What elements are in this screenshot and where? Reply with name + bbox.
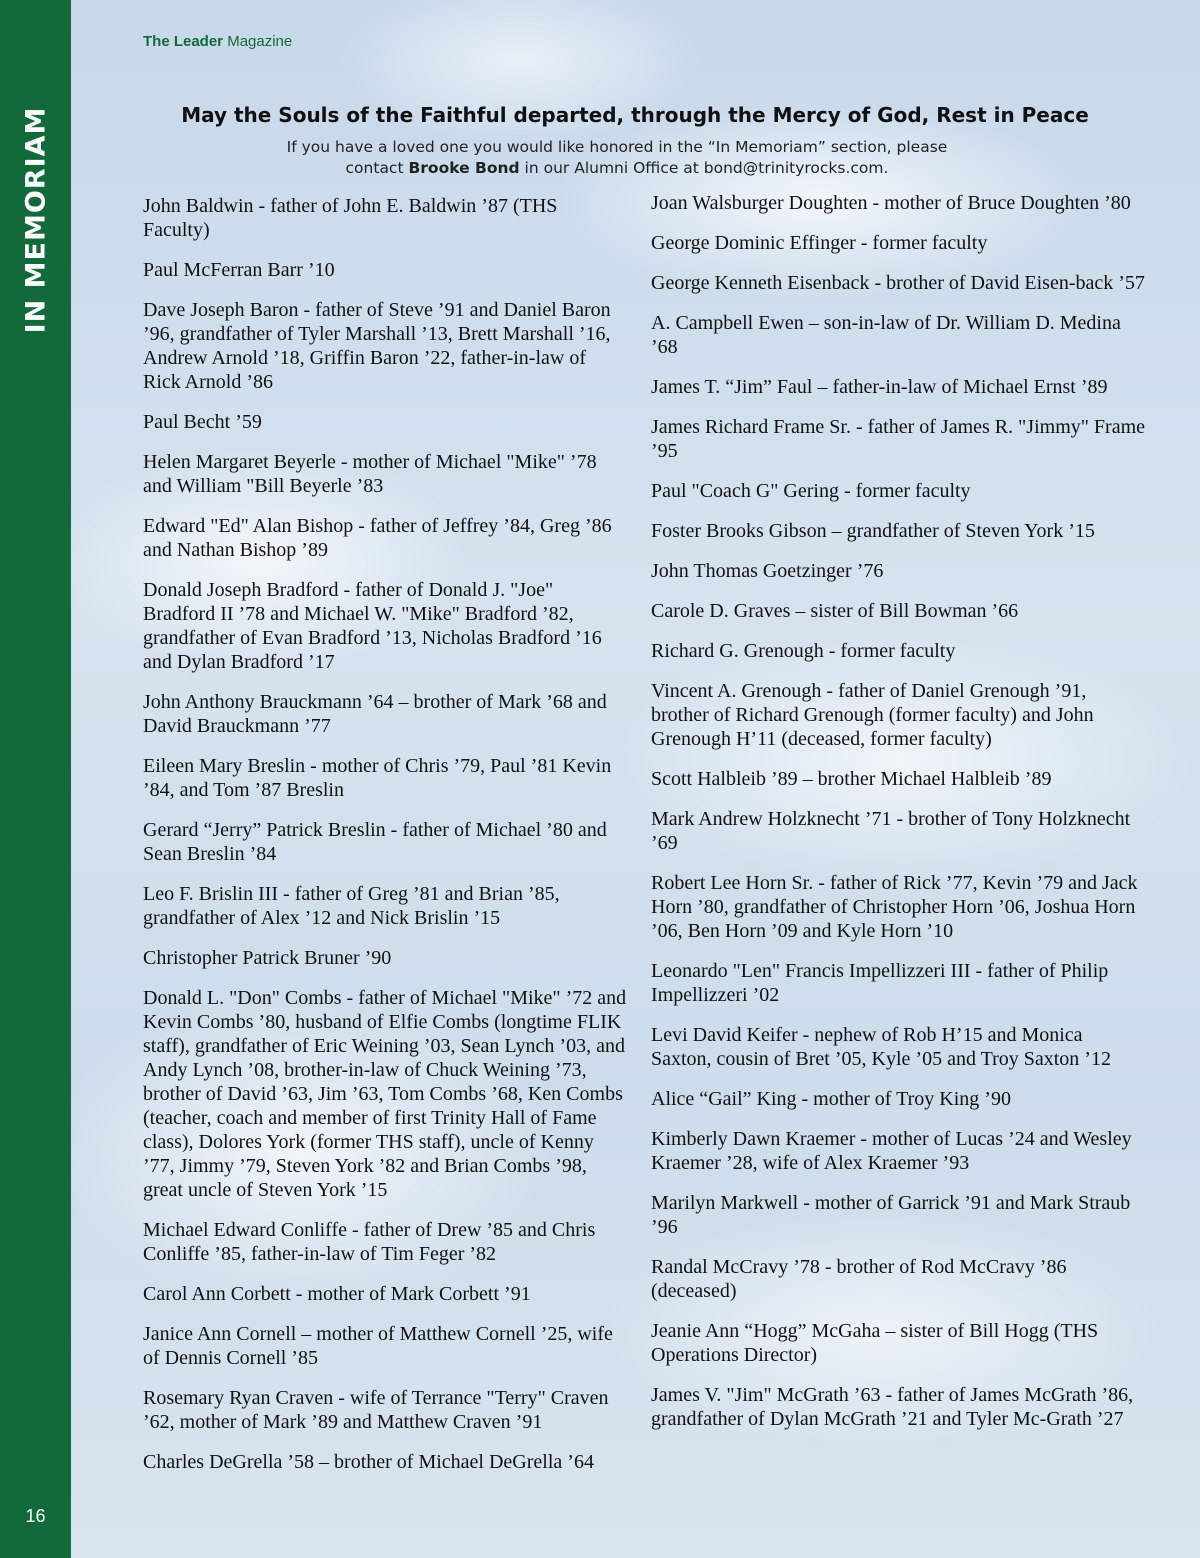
memoriam-entry: Jeanie Ann “Hogg” McGaha – sister of Bill Hogg (THS Operations Director) [651, 1320, 1099, 1366]
memoriam-entry: Leonardo "Len" Francis Impellizzeri III - father of Philip Impellizzeri ’02 [651, 960, 1109, 1006]
memoriam-entry: Gerard “Jerry” Patrick Breslin - father of Michael ’80 and Sean Breslin ’84 [143, 819, 607, 865]
memoriam-entry: Christopher Patrick Bruner ’90 [143, 947, 392, 969]
memoriam-entry: George Dominic Effinger - former faculty [651, 232, 988, 254]
memoriam-entry: Kimberly Dawn Kraemer - mother of Lucas ’24 and Wesley Kraemer ’28, wife of Alex Kraemer ’93 [651, 1128, 1132, 1174]
memoriam-entry: Alice “Gail” King - mother of Troy King ’90 [651, 1088, 1011, 1110]
memoriam-entry: Edward "Ed" Alan Bishop - father of Jeffrey ’84, Greg ’86 and Nathan Bishop ’89 [143, 515, 612, 561]
masthead-brand: The Leader [143, 33, 224, 50]
memoriam-entry: Marilyn Markwell - mother of Garrick ’91 and Mark Straub ’96 [651, 1192, 1131, 1238]
memoriam-entry: Scott Halbleib ’89 – brother Michael Halbleib ’89 [651, 768, 1052, 790]
memoriam-entry: Donald Joseph Bradford - father of Donald J. "Joe" Bradford II ’78 and Michael W. "Mike" Bradford ’82, grandfather of Evan Bradford ’13, Nicholas Bradford ’16 and Dylan Bradford ’17 [143, 579, 602, 673]
memoriam-entry: James T. “Jim” Faul – father-in-law of Michael Ernst ’89 [651, 376, 1108, 398]
page-number: 16 [25, 1506, 46, 1526]
intro-line-2-start: contact [345, 159, 409, 177]
memoriam-entry: Richard G. Grenough - former faculty [651, 640, 956, 662]
memoriam-entry: Carol Ann Corbett - mother of Mark Corbett ’91 [143, 1283, 531, 1305]
memoriam-entry: Carole D. Graves – sister of Bill Bowman ’66 [651, 600, 1019, 622]
memoriam-entry: Vincent A. Grenough - father of Daniel Grenough ’91, brother of Richard Grenough (former faculty) and John Grenough H’11 (deceased, former faculty) [651, 680, 1094, 750]
intro-paragraph [200, 137, 1034, 179]
memoriam-entry: Janice Ann Cornell – mother of Matthew Cornell ’25, wife of Dennis Cornell ’85 [143, 1323, 613, 1369]
memoriam-entry: John Baldwin - father of John E. Baldwin ’87 (THS Faculty) [143, 195, 558, 241]
memoriam-entry: John Anthony Brauckmann ’64 – brother of Mark ’68 and David Brauckmann ’77 [143, 691, 607, 737]
memoriam-right-column [651, 191, 1146, 1447]
memoriam-entry: Paul "Coach G" Gering - former faculty [651, 480, 971, 502]
memoriam-entry: A. Campbell Ewen – son-in-law of Dr. William D. Medina ’68 [651, 312, 1121, 358]
memoriam-entry: Levi David Keifer - nephew of Rob H’15 and Monica Saxton, cousin of Bret ’05, Kyle ’05 and Troy Saxton ’12 [651, 1024, 1111, 1070]
memoriam-entry: Randal McCravy ’78 - brother of Rod McCravy ’86 (deceased) [651, 1256, 1067, 1302]
memoriam-entry: Joan Walsburger Doughten - mother of Bruce Doughten ’80 [651, 192, 1131, 214]
memoriam-left-column [143, 194, 628, 1490]
memoriam-entry: Robert Lee Horn Sr. - father of Rick ’77, Kevin ’79 and Jack Horn ’80, grandfather of Christopher Horn ’06, Joshua Horn ’06, Ben Horn ’09 and Kyle Horn ’10 [651, 872, 1138, 942]
memoriam-entry: Helen Margaret Beyerle - mother of Michael "Mike" ’78 and William "Bill Beyerle ’83 [143, 451, 597, 497]
memoriam-entry: James Richard Frame Sr. - father of James R. "Jimmy" Frame ’95 [651, 416, 1146, 462]
page-headline: May the Souls of the Faithful departed, through the Mercy of God, Rest in Peace [181, 103, 1089, 127]
memoriam-entry: Paul Becht ’59 [143, 411, 262, 433]
memoriam-entry: Leo F. Brislin III - father of Greg ’81 and Brian ’85, grandfather of Alex ’12 and Nick Brislin ’15 [143, 883, 560, 929]
memoriam-entry: Dave Joseph Baron - father of Steve ’91 and Daniel Baron ’96, grandfather of Tyler Marshall ’13, Brett Marshall ’16, Andrew Arnold ’18, Griffin Baron ’22, father-in-law of Rick Arnold ’86 [143, 299, 611, 393]
intro-line-1: If you have a loved one you would like honored in the “In Memoriam” section, please [286, 138, 948, 156]
memoriam-entry: George Kenneth Eisenback - brother of David Eisen-back ’57 [651, 272, 1145, 294]
magazine-masthead [143, 33, 292, 50]
memoriam-entry: Charles DeGrella ’58 – brother of Michael DeGrella ’64 [143, 1451, 594, 1473]
memoriam-entry: Mark Andrew Holzknecht ’71 - brother of Tony Holzknecht ’69 [651, 808, 1131, 854]
memoriam-entry: Paul McFerran Barr ’10 [143, 259, 335, 281]
section-sidebar [0, 0, 71, 1558]
section-label: IN MEMORIAM [20, 106, 52, 334]
memoriam-entry: Rosemary Ryan Craven - wife of Terrance "Terry" Craven ’62, mother of Mark ’89 and Matthew Craven ’91 [143, 1387, 609, 1433]
memoriam-entry: Foster Brooks Gibson – grandfather of Steven York ’15 [651, 520, 1095, 542]
memoriam-entry: James V. "Jim" McGrath ’63 - father of James McGrath ’86, grandfather of Dylan McGrath ’21 and Tyler Mc-Grath ’27 [651, 1384, 1134, 1430]
memoriam-entry: Donald L. "Don" Combs - father of Michael "Mike" ’72 and Kevin Combs ’80, husband of Elfie Combs (longtime FLIK staff), grandfather of Eric Weining ’03, Sean Lynch ’03, and Andy Lynch ’08, brother-in-law of Chuck Weining ’73, brother of David ’63, Jim ’63, Tom Combs ’68, Ken Combs (teacher, coach and member of first Trinity Hall of Fame class), Dolores York (former THS staff), uncle of Kenny ’77, Jimmy ’79, Steven York ’82 and Brian Combs ’98, great uncle of Steven York ’15 [143, 987, 627, 1201]
memoriam-entry: John Thomas Goetzinger ’76 [651, 560, 884, 582]
intro-line-2-end: in our Alumni Office at bond@trinityrocks.com. [519, 159, 889, 177]
memoriam-entry: Michael Edward Conliffe - father of Drew ’85 and Chris Conliffe ’85, father-in-law of Tim Feger ’82 [143, 1219, 596, 1265]
contact-name: Brooke Bond [408, 159, 520, 177]
masthead-suffix: Magazine [223, 33, 293, 50]
memoriam-entry: Eileen Mary Breslin - mother of Chris ’79, Paul ’81 Kevin ’84, and Tom ’87 Breslin [143, 755, 612, 801]
